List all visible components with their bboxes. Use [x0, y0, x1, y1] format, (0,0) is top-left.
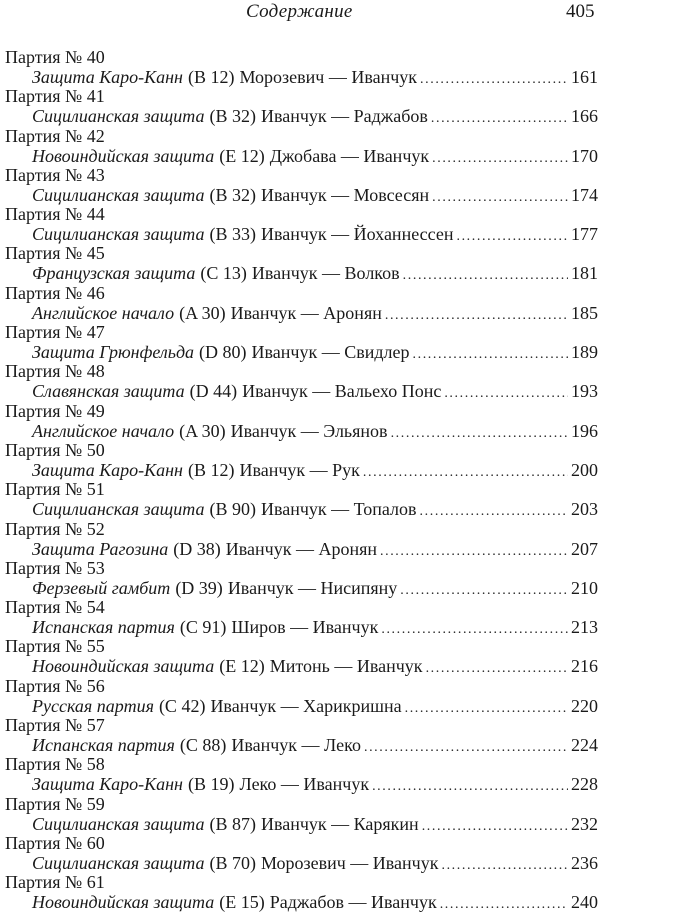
players: Иванчук — Раджабов: [260, 106, 428, 127]
page-reference: 200: [571, 459, 598, 480]
game-number-heading: Партия № 59: [5, 793, 105, 814]
page-reference: 207: [571, 538, 598, 559]
players: Иванчук — Нисипяну: [227, 577, 398, 598]
eco-code: (B 90): [209, 499, 256, 520]
toc-line: [32, 774, 598, 794]
players: Джобава — Иванчук: [269, 145, 430, 166]
opening-name: Английское начало: [32, 420, 175, 441]
table-of-contents: [0, 47, 673, 912]
eco-code: (B 32): [209, 184, 256, 205]
toc-line: [32, 460, 598, 480]
players: Иванчук — Топалов: [260, 499, 417, 520]
page-header: [0, 0, 673, 26]
players: Иванчук — Мовсесян: [260, 184, 430, 205]
game-number-heading: Партия № 47: [5, 322, 105, 343]
toc-entry: [0, 597, 673, 636]
game-number-heading: Партия № 44: [5, 204, 105, 225]
opening-name: Защита Каро-Канн: [32, 67, 183, 87]
game-number-heading: Партия № 41: [5, 86, 105, 107]
toc-line: [32, 381, 598, 401]
dot-leader: [440, 895, 568, 915]
players: Иванчук — Карякин: [260, 813, 419, 834]
eco-code: (A 30): [179, 420, 226, 441]
game-number-heading: Партия № 56: [5, 675, 105, 696]
toc-line: [32, 853, 598, 873]
game-number-heading: Партия № 61: [5, 872, 105, 893]
toc-line: [32, 656, 598, 676]
opening-name: Защита Грюнфельда: [32, 342, 195, 363]
toc-entry: [0, 401, 673, 440]
toc-line: [32, 499, 598, 519]
game-number-heading: Партия № 52: [5, 518, 105, 539]
game-number-heading: Партия № 42: [5, 125, 105, 146]
toc-line: [32, 342, 598, 362]
game-number-heading: Партия № 53: [5, 557, 105, 578]
eco-code: (D 80): [199, 342, 247, 363]
toc-entry: [0, 47, 673, 86]
eco-code: (D 39): [175, 577, 223, 598]
game-number-heading: Партия № 46: [5, 282, 105, 303]
toc-entry: [0, 283, 673, 322]
toc-entry: [0, 519, 673, 558]
players: Иванчук — Свидлер: [251, 342, 410, 363]
eco-code: (B 33): [209, 224, 256, 245]
page-reference: 224: [571, 735, 598, 756]
game-number-heading: Партия № 54: [5, 597, 105, 618]
page-reference: 228: [571, 774, 598, 795]
toc-entry: [0, 126, 673, 165]
toc-entry: [0, 636, 673, 675]
players: Иванчук — Рук: [239, 459, 360, 480]
players: Митонь — Иванчук: [269, 656, 423, 677]
page-reference: 203: [571, 499, 598, 520]
eco-code: (B 32): [209, 106, 256, 127]
page-reference: 181: [571, 263, 598, 284]
eco-code: (C 88): [179, 735, 227, 756]
opening-name: Сицилианская защита: [32, 224, 205, 245]
toc-entry: [0, 361, 673, 400]
game-number-heading: Партия № 60: [5, 832, 105, 853]
game-number-heading: Партия № 55: [5, 636, 105, 657]
eco-code: (C 13): [200, 263, 247, 284]
opening-name: Новоиндийская защита: [32, 892, 215, 913]
toc-entry: [0, 558, 673, 597]
page-reference: 210: [571, 577, 598, 598]
toc-line: [32, 892, 598, 912]
toc-entry: [0, 754, 673, 793]
opening-name: Славянская защита: [32, 381, 185, 402]
page-reference: 213: [571, 617, 598, 638]
eco-code: (B 12): [187, 67, 235, 87]
opening-name: Испанская партия: [32, 617, 175, 638]
opening-name: Сицилианская защита: [32, 184, 205, 205]
page-reference: 161: [571, 67, 598, 87]
opening-name: Новоиндийская защита: [32, 656, 215, 677]
toc-entry: [0, 479, 673, 518]
game-number-heading: Партия № 40: [5, 47, 105, 67]
toc-entry: [0, 872, 673, 911]
eco-code: (A 30): [179, 302, 226, 323]
page-reference: 189: [571, 342, 598, 363]
game-number-heading: Партия № 51: [5, 479, 105, 500]
eco-code: (E 15): [219, 892, 265, 913]
eco-code: (B 19): [187, 774, 235, 795]
toc-entry: [0, 794, 673, 833]
opening-name: Защита Каро-Канн: [32, 459, 183, 480]
opening-name: Сицилианская защита: [32, 106, 205, 127]
eco-code: (C 91): [179, 617, 227, 638]
eco-code: (B 70): [209, 852, 256, 873]
players: Иванчук — Вальехо Понс: [242, 381, 442, 402]
opening-name: Английское начало: [32, 302, 175, 323]
toc-entry: [0, 833, 673, 872]
toc-line: [32, 421, 598, 441]
game-number-heading: Партия № 43: [5, 164, 105, 185]
game-number-heading: Партия № 50: [5, 439, 105, 460]
opening-name: Русская партия: [32, 695, 154, 716]
toc-line: [32, 539, 598, 559]
game-number-heading: Партия № 48: [5, 361, 105, 382]
page-reference: 240: [571, 892, 598, 913]
toc-line: [32, 185, 598, 205]
players: Раджабов — Иванчук: [269, 892, 437, 913]
toc-entry: [0, 204, 673, 243]
toc-entry: [0, 243, 673, 282]
toc-line: [32, 578, 598, 598]
players: Иванчук — Аронян: [225, 538, 377, 559]
toc-line: [32, 617, 598, 637]
toc-line: [32, 696, 598, 716]
toc-line: [32, 814, 598, 834]
opening-name: Ферзевый гамбит: [32, 577, 171, 598]
players: Иванчук — Аронян: [230, 302, 382, 323]
opening-name: Сицилианская защита: [32, 813, 205, 834]
players: Широв — Иванчук: [231, 617, 379, 638]
eco-code: (B 12): [187, 459, 235, 480]
toc-line: [32, 735, 598, 755]
toc-line: [32, 263, 598, 283]
opening-name: Испанская партия: [32, 735, 175, 756]
page-reference: 177: [571, 224, 598, 245]
players: Леко — Иванчук: [239, 774, 370, 795]
opening-name: Новоиндийская защита: [32, 145, 215, 166]
toc-line: [32, 303, 598, 323]
page-reference: 166: [571, 106, 598, 127]
page-reference: 236: [571, 852, 598, 873]
page-reference: 232: [571, 813, 598, 834]
page-reference: 196: [571, 420, 598, 441]
page-reference: 174: [571, 184, 598, 205]
opening-name: Сицилианская защита: [32, 499, 205, 520]
opening-name: Защита Каро-Канн: [32, 774, 183, 795]
toc-entry: [0, 715, 673, 754]
game-number-heading: Партия № 58: [5, 754, 105, 775]
page-reference: 193: [571, 381, 598, 402]
toc-line: [32, 224, 598, 244]
page-reference: 216: [571, 656, 598, 677]
players: Морозевич — Иванчук: [239, 67, 418, 87]
page-reference: 170: [571, 145, 598, 166]
running-title: Содержание: [246, 1, 353, 22]
opening-name: Сицилианская защита: [32, 852, 205, 873]
game-number-heading: Партия № 49: [5, 400, 105, 421]
toc-entry: [0, 86, 673, 125]
players: Иванчук — Йоханнессен: [260, 224, 454, 245]
eco-code: (E 12): [219, 656, 265, 677]
page-reference: 220: [571, 695, 598, 716]
toc-entry: [0, 165, 673, 204]
game-number-heading: Партия № 57: [5, 715, 105, 736]
eco-code: (D 44): [189, 381, 238, 402]
players: Иванчук — Харикришна: [210, 695, 402, 716]
page-number: 405: [566, 1, 595, 22]
toc-line: [32, 106, 598, 126]
opening-name: Французская защита: [32, 263, 196, 284]
game-number-heading: Партия № 45: [5, 243, 105, 264]
players: Иванчук — Леко: [231, 735, 361, 756]
opening-name: Защита Рагозина: [32, 538, 169, 559]
toc-entry: [0, 676, 673, 715]
players: Морозевич — Иванчук: [260, 852, 439, 873]
players: Иванчук — Волков: [251, 263, 400, 284]
page-reference: 185: [571, 302, 598, 323]
eco-code: (B 87): [209, 813, 256, 834]
eco-code: (D 38): [173, 538, 221, 559]
toc-entry: [0, 322, 673, 361]
eco-code: (C 42): [158, 695, 206, 716]
toc-line: [32, 146, 598, 166]
players: Иванчук — Эльянов: [230, 420, 388, 441]
toc-entry: [0, 440, 673, 479]
toc-line: [32, 67, 598, 87]
eco-code: (E 12): [219, 145, 265, 166]
